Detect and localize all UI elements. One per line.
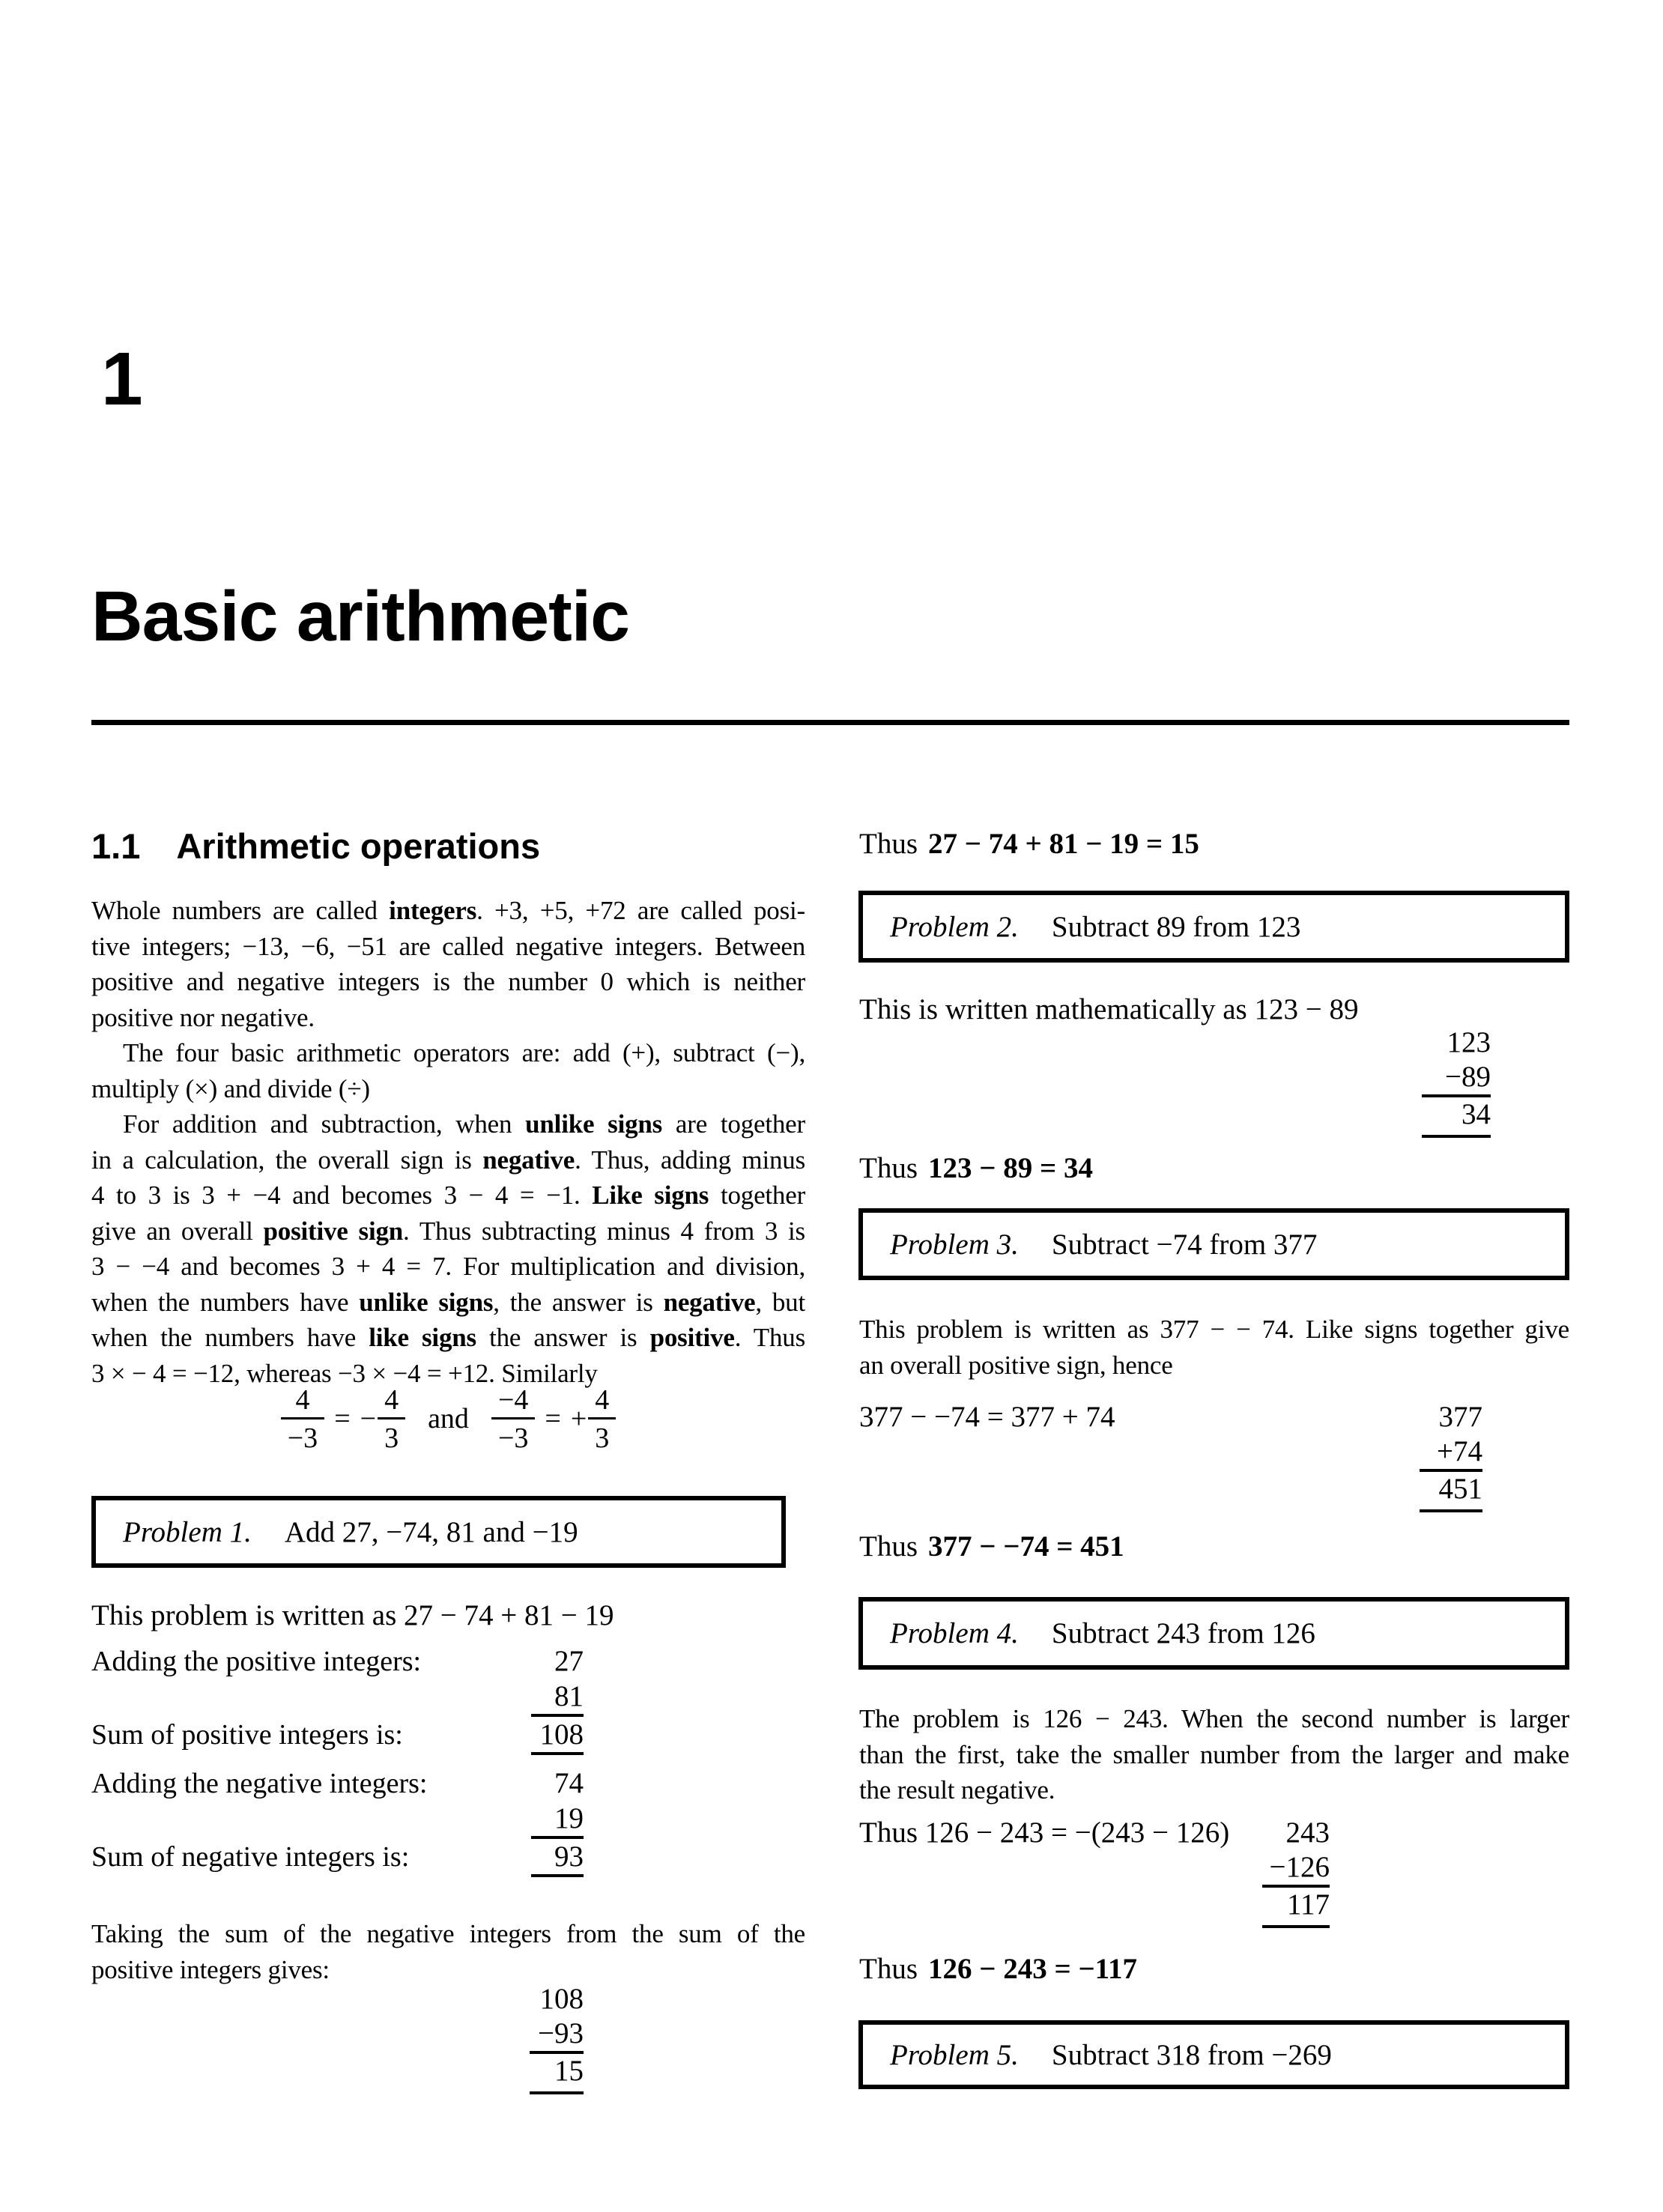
paragraph-operators [91,1035,805,1106]
problem-4-explanation [859,1701,1569,1808]
problem-3-box [858,1208,1569,1280]
number-column [530,1982,584,2094]
conjunction-and: and [428,1403,469,1434]
equals-sign: = [334,1403,351,1434]
stack-number: 243 [1285,1816,1330,1849]
stack-result: 451 [1420,1469,1482,1506]
fraction [588,1383,616,1455]
denominator: −3 [287,1422,318,1454]
problem-1-statement: Add 27, −74, 81 and −19 [284,1515,578,1548]
stack-number: 123 [1447,1026,1491,1058]
stack-number: 108 [539,1983,584,2015]
result-underline [1262,1925,1330,1928]
work-row [91,1714,584,1749]
work-row [91,1801,584,1836]
paragraph-integers [91,893,805,1035]
denominator: 3 [595,1422,610,1454]
problem-4-statement: Subtract 243 from 126 [1051,1617,1315,1649]
equals-sign: = [545,1403,561,1434]
stack-result: 117 [1262,1885,1330,1922]
section-number: 1.1 [91,826,141,866]
thus-line-1 [859,826,1199,862]
stack-number: −126 [1269,1851,1330,1883]
work-row [91,1766,584,1801]
text-line: Taking the sum of the negative integers from the sum of the [91,1919,805,1948]
chapter-title: Basic arithmetic [91,577,629,656]
text-line: positive integers gives: [91,1954,330,1984]
numerator: 4 [378,1383,405,1419]
thus-prefix: Thus [859,1530,918,1563]
work-label: Adding the negative integers: [91,1768,428,1799]
text-line: Whole numbers are called integers. +3, +5, +72 are called posi- [91,896,805,925]
stack-number: −89 [1445,1061,1491,1093]
stack-number: −93 [538,2017,584,2049]
problem-5-statement: Subtract 318 from −269 [1051,2038,1332,2071]
problem-5-box [858,2020,1569,2089]
thus-equation: 27 − 74 + 81 − 19 = 15 [928,828,1199,860]
text-line: This problem is written as 377 − − 74. Like signs together give [859,1315,1569,1344]
problem-3-statement: Subtract −74 from 377 [1051,1228,1318,1261]
problem-4-label: Problem 4. [890,1617,1019,1649]
numerator: 4 [588,1383,616,1419]
text-line: in a calculation, the overall sign is negative. Thus, adding minus [91,1145,805,1175]
text-line: positive nor negative. [91,1002,315,1032]
problem-4-working [859,1816,1330,1928]
minus-sign: − [360,1403,377,1434]
work-label: Sum of positive integers is: [91,1719,403,1751]
work-sum-value: 108 [531,1714,584,1752]
final-subtraction-stack [91,1982,584,2094]
thus-line-4 [859,1951,1137,1987]
text-line: The four basic arithmetic operators are: add (+), subtract (−), [123,1038,805,1067]
number-column [1422,1025,1491,1138]
fraction [378,1383,405,1455]
result-underline [1422,1135,1491,1138]
text-line: 4 to 3 is 3 + −4 and becomes 3 − 4 = −1. Like signs together [91,1181,806,1210]
work-row [91,1679,584,1714]
numerator: −4 [491,1383,535,1419]
number-column [1420,1400,1482,1512]
problem-4-equation: Thus 126 − 243 = −(243 − 126) [859,1816,1230,1849]
thus-line-3 [859,1529,1124,1565]
thus-line-2 [859,1151,1093,1187]
fraction [281,1383,324,1455]
problem-1-working [91,1643,584,1877]
chapter-number: 1 [101,337,143,421]
work-value: 74 [554,1767,584,1799]
work-value: 27 [554,1645,584,1677]
problem-2-stack [859,1025,1491,1138]
taking-sum-text [91,1916,805,1987]
fraction-equation [91,1383,805,1455]
text-line: 3 − −4 and becomes 3 + 4 = 7. For multiplication and division, [91,1252,805,1281]
denominator: −3 [497,1422,529,1454]
intro-text [91,893,805,1391]
problem-5-label: Problem 5. [890,2038,1019,2071]
title-rule [91,720,1569,725]
fraction [491,1383,535,1455]
problem-3-label: Problem 3. [890,1228,1019,1261]
plus-sign: + [570,1403,587,1434]
thus-equation: 126 − 243 = −117 [928,1953,1138,1985]
problem-2-statement: Subtract 89 from 123 [1051,910,1301,943]
text-line: multiply (×) and divide (÷) [91,1073,370,1103]
text-line: 3 × − 4 = −12, whereas −3 × −4 = +12. Similarly [91,1358,598,1388]
text-line: when the numbers have like signs the answer is positive. Thus [91,1323,805,1352]
problem-3-explanation [859,1312,1569,1383]
work-sum-value: 93 [531,1836,584,1874]
problem-4-box [858,1597,1569,1670]
result-underline [530,2091,584,2094]
problem-1-label: Problem 1. [123,1515,252,1548]
thus-equation: 123 − 89 = 34 [928,1152,1093,1184]
work-value: 81 [554,1680,584,1712]
text-line: when the numbers have unlike signs, the answer is negative, but [91,1287,805,1317]
text-line: the result negative. [859,1775,1055,1805]
problem-2-restatement: This is written mathematically as 123 − 89 [859,993,1359,1025]
result-underline [1420,1509,1482,1512]
text-line: give an overall positive sign. Thus subtracting minus 4 from 3 is [91,1216,805,1246]
problem-2-label: Problem 2. [890,910,1019,943]
numerator: 4 [281,1383,324,1419]
stack-result: 15 [530,2051,584,2088]
sum-underline [531,1752,584,1755]
problem-1-restatement: This problem is written as 27 − 74 + 81 − 19 [91,1599,614,1631]
work-label: Adding the positive integers: [91,1646,422,1677]
thus-prefix: Thus [859,1152,918,1184]
text-line: positive and negative integers is the number 0 which is neither [91,967,805,996]
text-line: The problem is 126 − 243. When the second number is larger [859,1704,1569,1733]
section-title: Arithmetic operations [176,826,541,866]
thus-equation: 377 − −74 = 451 [928,1530,1124,1563]
problem-2-box [858,891,1569,963]
thus-prefix: Thus [859,828,918,860]
work-label: Sum of negative integers is: [91,1841,410,1873]
work-value: 19 [554,1802,584,1834]
stack-number: 377 [1438,1401,1482,1433]
problem-1-box [91,1496,786,1568]
problem-3-working [859,1400,1482,1512]
stack-number: +74 [1437,1435,1482,1467]
text-line: tive integers; −13, −6, −51 are called negative integers. Between [91,931,805,961]
work-row [91,1643,584,1679]
number-column [1262,1816,1330,1928]
thus-prefix: Thus [859,1953,918,1985]
text-line: an overall positive sign, hence [859,1350,1173,1380]
text-line: For addition and subtraction, when unlike signs are together [123,1109,805,1139]
work-row [91,1836,584,1871]
paragraph-signs [91,1106,805,1391]
denominator: 3 [384,1422,399,1454]
text-line: than the first, take the smaller number from the larger and make [859,1739,1569,1769]
problem-3-equation: 377 − −74 = 377 + 74 [859,1401,1115,1433]
section-heading [91,827,540,866]
sum-underline [531,1874,584,1877]
stack-result: 34 [1422,1094,1491,1132]
